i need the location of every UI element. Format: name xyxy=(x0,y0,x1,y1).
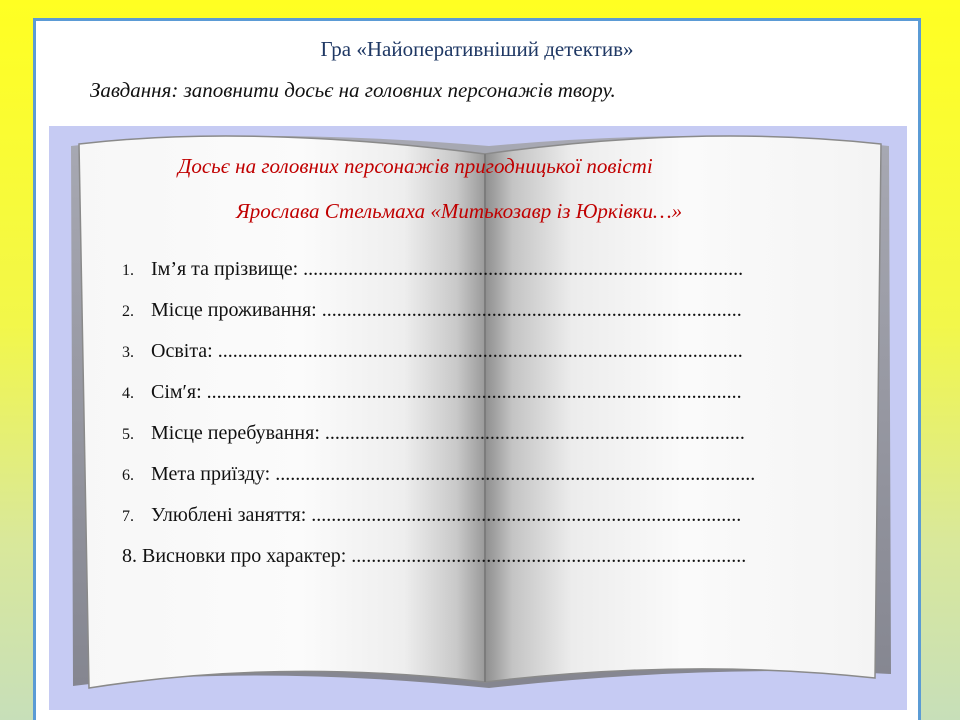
dossier-title-line-2: Ярослава Стельмаха «Митькозавр із Юрківки…» xyxy=(236,199,683,223)
game-title: Гра «Найоперативніший детектив» xyxy=(320,37,634,61)
list-item-last xyxy=(122,545,755,586)
dossier-title-line-1: Досьє на головних персонажів пригодницької повісті xyxy=(178,154,653,178)
item-text: Мета приїзду: ................................................................................................ xyxy=(151,463,756,485)
item-number: 7. xyxy=(122,508,134,525)
list-item xyxy=(122,299,755,340)
list-item xyxy=(122,258,755,299)
list-item xyxy=(122,340,755,381)
list-item xyxy=(122,381,755,422)
item-number: 2. xyxy=(122,303,134,320)
list-item xyxy=(122,504,755,545)
item-number: 4. xyxy=(122,385,134,402)
slide-panel xyxy=(33,18,921,720)
item-number: 3. xyxy=(122,344,134,361)
task-text: Завдання: заповнити досьє на головних персонажів твору. xyxy=(90,78,616,102)
item-number: 1. xyxy=(122,262,134,279)
list-item xyxy=(122,422,755,463)
item-text: 8. Висновки про характер: ............................................................................... xyxy=(122,545,747,567)
item-text: Улюблені заняття: ...................................................................................... xyxy=(151,504,742,526)
item-text: Освіта: ......................................................................................................... xyxy=(151,340,743,362)
item-text: Місце перебування: .................................................................................... xyxy=(151,422,745,444)
item-number: 6. xyxy=(122,467,134,484)
list-item xyxy=(122,463,755,504)
item-number: 5. xyxy=(122,426,134,443)
dossier-list xyxy=(122,258,755,586)
item-text: Сім′я: ........................................................................................................... xyxy=(151,381,742,403)
item-text: Ім’я та прізвище: ........................................................................................ xyxy=(151,258,744,280)
item-text: Місце проживання: .................................................................................... xyxy=(151,299,742,321)
